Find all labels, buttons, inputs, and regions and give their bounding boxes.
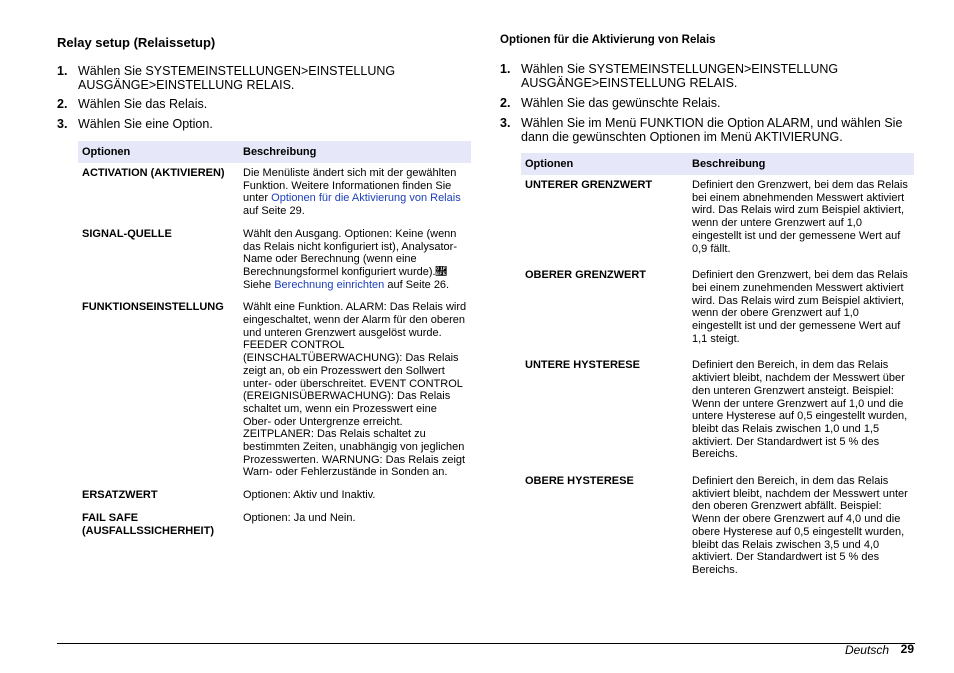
relay-options-table xyxy=(78,141,471,547)
section-title-activation-options: Optionen für die Aktivierung von Relais xyxy=(500,34,716,46)
step-text: Wählen Sie das Relais. xyxy=(78,97,208,111)
header-description: Beschreibung xyxy=(688,153,914,175)
description-text: Die Menüliste ändert sich mit der gewählten Funktion. Weitere Informationen finden Sie unter xyxy=(243,167,457,205)
header-options: Optionen xyxy=(521,153,688,175)
step-item xyxy=(500,62,915,90)
step-text: Wählen Sie SYSTEMEINSTELLUNGEN>EINSTELLUNG AUSGÄNGE>EINSTELLUNG RELAIS. xyxy=(78,64,396,92)
table-row xyxy=(78,301,471,489)
option-name: FUNKTIONSEINSTELLUNG xyxy=(82,301,224,314)
step-number: 3. xyxy=(500,116,511,130)
step-number: 2. xyxy=(57,97,68,111)
description-text: auf Seite 26. xyxy=(384,278,450,291)
step-number: 1. xyxy=(57,64,68,78)
step-item xyxy=(57,97,472,111)
option-name: ERSATZWERT xyxy=(82,489,158,502)
header-description: Beschreibung xyxy=(239,141,471,163)
section-title-relay-setup: Relay setup (Relaissetup) xyxy=(57,35,216,50)
activation-steps xyxy=(500,62,915,150)
table-row xyxy=(78,512,471,547)
option-description: Definiert den Grenzwert, bei dem das Relais bei einem abnehmenden Messwert aktiviert wird. Das Relais wird zum Beispiel aktiviert, wenn der untere Grenzwert auf 1,0 eingestellt ist und der gemessene Wert auf 0,9 fällt. xyxy=(692,179,908,255)
step-item xyxy=(500,116,915,144)
option-description: Wählt eine Funktion. ALARM: Das Relais wird eingeschaltet, wenn der Alarm für den oberen und unteren Grenzwert ausgelöst wurde. FEEDER CONTROL (EINSCHALTÜBERWACHUNG): Das Relais zeigt an, ob ein Prozesswert den Sollwert unter- oder überschreitet. EVENT CONTROL (EREIGNISÜBERWACHUNG): Das Relais schaltet um, wenn ein Prozesswert eine Ober- oder Untergrenze erreicht. ZEITPLANER: Das Relais schaltet zu bestimmten Zeiten, unabhängig von jeglichen Prozesswerten. WARNUNG: Das Relais zeigt Warn- oder Fehlerzustände in Sonden an. xyxy=(243,301,467,479)
step-text: Wählen Sie eine Option. xyxy=(78,117,213,131)
option-description: Definiert den Bereich, in dem das Relais aktiviert bleibt, nachdem der Messwert unter den oberen Grenzwert abfällt. Beispiel: Wenn der obere Grenzwert auf 4,0 und die obere Hysterese auf 0,5 eingestellt wurden, bleibt das Relais zwischen 3,5 und 4,0 aktiviert. Der Standardwert ist 5 % des Bereichs. xyxy=(692,475,908,576)
option-name: OBERE HYSTERESE xyxy=(525,475,634,488)
link-aktivierung-optionen[interactable]: Optionen für die Aktivierung von Relais xyxy=(271,192,461,205)
table-row xyxy=(78,163,471,228)
step-number: 2. xyxy=(500,96,511,110)
relay-setup-steps xyxy=(57,64,472,137)
option-description: Optionen: Ja und Nein. xyxy=(243,511,356,524)
table-row xyxy=(78,228,471,302)
page-number: 29 xyxy=(900,642,914,656)
step-number: 1. xyxy=(500,62,511,76)
step-text: Wählen Sie im Menü FUNKTION die Option ALARM, und wählen Sie dann die gewünschten Optionen im Menü AKTIVIERUNG. xyxy=(521,116,903,144)
footer-divider xyxy=(57,643,915,644)
step-text: Wählen Sie SYSTEMEINSTELLUNGEN>EINSTELLUNG AUSGÄNGE>EINSTELLUNG RELAIS. xyxy=(521,62,839,90)
option-description xyxy=(239,228,471,302)
step-text: Wählen Sie das gewünschte Relais. xyxy=(521,96,721,110)
table-row xyxy=(521,175,914,269)
table-row xyxy=(521,269,914,359)
footer-language: Deutsch xyxy=(844,643,889,657)
table-row xyxy=(521,359,914,475)
activation-options-table xyxy=(521,153,914,591)
option-name: ACTIVATION (AKTIVIEREN) xyxy=(82,167,225,179)
step-item xyxy=(500,96,915,110)
header-options: Optionen xyxy=(78,141,239,163)
description-text: auf Seite 29. xyxy=(243,205,305,218)
step-item xyxy=(57,64,472,92)
link-berechnung-einrichten[interactable]: Berechnung einrichten xyxy=(274,278,385,291)
option-description: Optionen: Aktiv und Inaktiv. xyxy=(243,489,376,502)
description-text: Wählt den Ausgang. Optionen: Keine (wenn das Relais nicht konfiguriert ist), Analysator-Name oder Berechnung (wenn eine Berechnungsformel konfiguriert wurde).🯾 Siehe xyxy=(243,227,457,291)
step-item xyxy=(57,117,472,131)
table-row xyxy=(521,475,914,591)
option-name: OBERER GRENZWERT xyxy=(525,269,646,282)
table-row xyxy=(78,489,471,512)
option-name: SIGNAL-QUELLE xyxy=(82,227,172,240)
option-name: FAIL SAFE (AUSFALLSSICHERHEIT) xyxy=(82,511,214,537)
table-header-row xyxy=(521,153,914,175)
option-description: Definiert den Bereich, in dem das Relais aktiviert bleibt, nachdem der Messwert über den unteren Grenzwert ansteigt. Beispiel: Wenn der untere Grenzwert auf 1,0 und die untere Hysterese auf 0,5 eingestellt wurden, bleibt das Relais zwischen 1,0 und 1,5 aktiviert. Der Standardwert ist 5 % des Bereichs. xyxy=(692,359,908,461)
table-header-row xyxy=(78,141,471,163)
option-description: Definiert den Grenzwert, bei dem das Relais bei einem zunehmenden Messwert aktiviert wird. Das Relais wird zum Beispiel aktiviert, wenn der obere Grenzwert auf 1,0 eingestellt ist und der gemessene Wert auf 1,1 steigt. xyxy=(692,269,908,345)
option-description xyxy=(239,163,471,228)
step-number: 3. xyxy=(57,117,68,131)
option-name: UNTERE HYSTERESE xyxy=(525,359,640,372)
option-name: UNTERER GRENZWERT xyxy=(525,179,653,191)
